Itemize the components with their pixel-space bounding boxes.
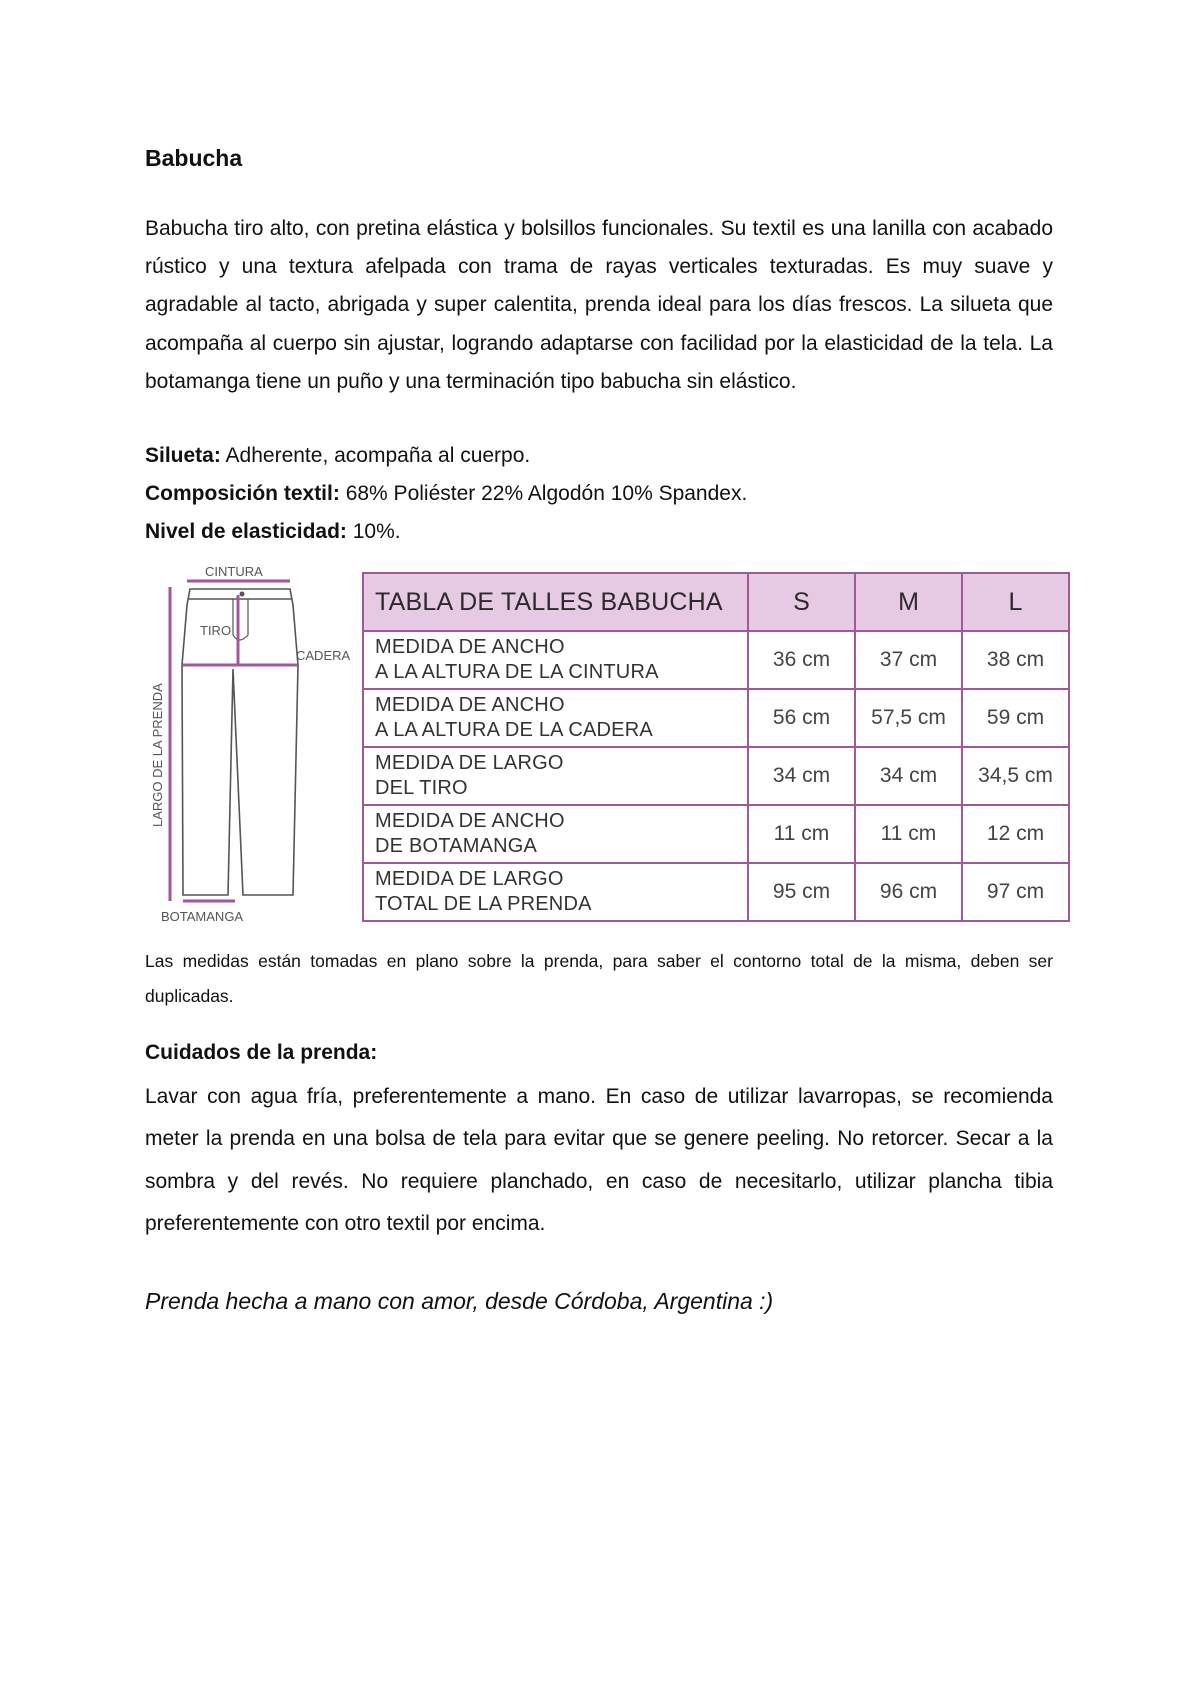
- table-cell: 37 cm: [855, 631, 962, 689]
- row-label-line: DE BOTAMANGA: [375, 835, 538, 857]
- row-label: [363, 863, 748, 921]
- table-cell: 34 cm: [855, 747, 962, 805]
- spec-value: Adherente, acompaña al cuerpo.: [220, 444, 531, 467]
- spec-elasticity: [145, 513, 1053, 551]
- waist-label: CINTURA: [205, 565, 263, 579]
- table-cell: 38 cm: [962, 631, 1069, 689]
- table-cell: 11 cm: [748, 805, 855, 863]
- table-row: [363, 805, 1069, 863]
- row-label-line: MEDIDA DE LARGO: [375, 752, 564, 774]
- size-column-s: S: [748, 573, 855, 631]
- care-instructions: Lavar con agua fría, preferentemente a mano. En caso de utilizar lavarropas, se recomienda meter la prenda en una bolsa de tela para evitar que se genere peeling. No retorcer. Secar a la sombra y del revés. No requiere planchado, en caso de necesitarlo, utilizar plancha tibia preferentemente con otro textil por encima.: [145, 1085, 1053, 1235]
- size-table-header: [363, 573, 1069, 631]
- size-table-header-row: [363, 573, 1069, 631]
- pants-illustration: [145, 565, 365, 930]
- table-cell: 95 cm: [748, 863, 855, 921]
- size-table-body: [363, 631, 1069, 921]
- table-cell: 59 cm: [962, 689, 1069, 747]
- spec-label: Composición textil:: [145, 482, 340, 505]
- table-row: [363, 631, 1069, 689]
- table-cell: 34,5 cm: [962, 747, 1069, 805]
- table-cell: 56 cm: [748, 689, 855, 747]
- length-label: LARGO DE LA PRENDA: [150, 683, 165, 827]
- table-cell: 34 cm: [748, 747, 855, 805]
- row-label: [363, 747, 748, 805]
- row-label-line: TOTAL DE LA PRENDA: [375, 893, 592, 915]
- spec-silhouette: [145, 437, 1053, 475]
- size-chart-table: [362, 572, 1070, 922]
- care-title: Cuidados de la prenda:: [145, 1041, 378, 1064]
- table-cell: 36 cm: [748, 631, 855, 689]
- measurement-note: Las medidas están tomadas en plano sobre la prenda, para saber el contorno total de la misma, deben ser duplicadas.: [145, 951, 1053, 1006]
- product-description: Babucha tiro alto, con pretina elástica y bolsillos funcionales. Su textil es una lanilla con acabado rústico y una textura afelpada con trama de rayas verticales texturadas. Es muy suave y agradable al tacto, abrigada y super calentita, prenda ideal para los días frescos. La silueta que acompaña al cuerpo sin ajustar, logrando adaptarse con facilidad por la elasticidad de la tela. La botamanga tiene un puño y una terminación tipo babucha sin elástico.: [145, 217, 1053, 393]
- size-column-m: M: [855, 573, 962, 631]
- size-column-l: L: [962, 573, 1069, 631]
- row-label: [363, 689, 748, 747]
- table-cell: 96 cm: [855, 863, 962, 921]
- product-title: Babucha: [145, 145, 243, 171]
- table-cell: 11 cm: [855, 805, 962, 863]
- table-row: [363, 747, 1069, 805]
- table-row: [363, 689, 1069, 747]
- row-label: [363, 631, 748, 689]
- pants-measurement-diagram: [145, 565, 365, 930]
- table-cell: 12 cm: [962, 805, 1069, 863]
- spec-label: Silueta:: [145, 444, 221, 467]
- button-dot: [240, 592, 245, 597]
- rise-label: TIRO: [200, 623, 232, 638]
- row-label-line: DEL TIRO: [375, 777, 468, 799]
- hem-label: BOTAMANGA: [161, 909, 244, 924]
- table-row: [363, 863, 1069, 921]
- row-label-line: MEDIDA DE ANCHO: [375, 810, 565, 832]
- closing-note: Prenda hecha a mano con amor, desde Córdoba, Argentina :): [145, 1288, 774, 1314]
- row-label-line: MEDIDA DE ANCHO: [375, 636, 565, 658]
- spec-composition: [145, 475, 1053, 513]
- table-cell: 97 cm: [962, 863, 1069, 921]
- table-cell: 57,5 cm: [855, 689, 962, 747]
- row-label: [363, 805, 748, 863]
- row-label-line: A LA ALTURA DE LA CADERA: [375, 719, 653, 741]
- spec-value: 68% Poliéster 22% Algodón 10% Spandex.: [339, 482, 748, 505]
- size-table-title: TABLA DE TALLES BABUCHA: [363, 573, 748, 631]
- row-label-line: A LA ALTURA DE LA CINTURA: [375, 661, 659, 683]
- spec-label: Nivel de elasticidad:: [145, 520, 347, 543]
- hip-label: CADERA: [296, 648, 351, 663]
- row-label-line: MEDIDA DE ANCHO: [375, 694, 565, 716]
- spec-value: 10%.: [346, 520, 401, 543]
- row-label-line: MEDIDA DE LARGO: [375, 868, 564, 890]
